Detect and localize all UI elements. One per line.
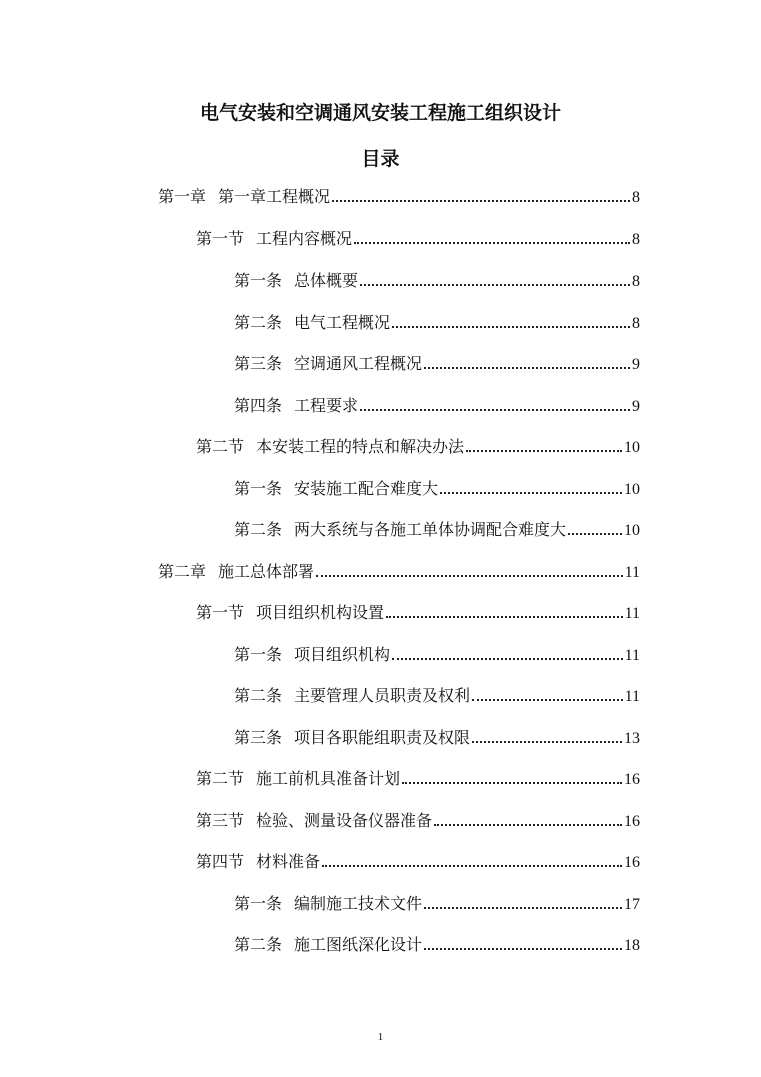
toc-entry-heading: 施工总体部署 [218, 562, 315, 581]
toc-entry-label: 第三条 [234, 354, 283, 373]
toc-entry-heading: 编制施工技术文件 [294, 894, 423, 913]
toc-entry-page: 16 [624, 771, 640, 788]
toc-entry-label: 第一条 [234, 271, 283, 290]
toc-entry-heading: 施工前机具准备计划 [256, 769, 401, 788]
document-title: 电气安装和空调通风安装工程施工组织设计 [199, 102, 561, 124]
dot-leader [424, 907, 622, 909]
toc-entry-page: 18 [624, 937, 640, 954]
toc-entry-heading: 项目组织机构 [294, 645, 391, 664]
dot-leader [424, 948, 622, 950]
dot-leader [354, 242, 630, 244]
dot-leader [402, 782, 622, 784]
toc-entry-article[interactable] [234, 893, 640, 915]
toc-entry-heading: 空调通风工程概况 [294, 354, 423, 373]
toc-entry-page: 11 [624, 688, 640, 705]
toc-entry-page: 8 [632, 315, 640, 332]
toc-entry-page: 11 [624, 564, 640, 581]
dot-leader [360, 409, 630, 411]
dot-leader [440, 492, 622, 494]
toc-entry-heading: 主要管理人员职责及权利 [294, 686, 471, 705]
toc-entry-label: 第二节 [196, 769, 245, 788]
page-number: 1 [377, 1031, 384, 1043]
toc-entry-section[interactable] [196, 436, 640, 458]
toc-entry-heading: 安装施工配合难度大 [294, 479, 439, 498]
toc-entry-article[interactable] [234, 685, 640, 707]
toc-entry-page: 11 [624, 647, 640, 664]
toc-entry-article[interactable] [234, 644, 640, 666]
toc-entry-heading: 总体概要 [294, 271, 359, 290]
dot-leader [392, 326, 630, 328]
dot-leader [424, 367, 630, 369]
dot-leader [472, 699, 623, 701]
dot-leader [360, 284, 630, 286]
toc-heading: 目录 [361, 148, 400, 170]
toc-entry-article[interactable] [234, 312, 640, 334]
toc-entry-heading: 工程内容概况 [256, 229, 353, 248]
toc-entry-page: 17 [624, 896, 640, 913]
toc-entry-heading: 电气工程概况 [294, 313, 391, 332]
dot-leader [472, 741, 622, 743]
toc-entry-article[interactable] [234, 353, 640, 375]
dot-leader [332, 200, 630, 202]
dot-leader [568, 533, 622, 535]
toc-entry-section[interactable] [196, 851, 640, 873]
toc-entry-heading: 施工图纸深化设计 [294, 935, 423, 954]
toc-entry-label: 第二条 [234, 935, 283, 954]
toc-entry-label: 第二章 [158, 562, 207, 581]
dot-leader [322, 865, 622, 867]
toc-entry-page: 9 [632, 398, 640, 415]
dot-leader [316, 575, 623, 577]
toc-entry-section[interactable] [196, 602, 640, 624]
toc-entry-page: 16 [624, 813, 640, 830]
toc-entry-chapter-1[interactable] [158, 186, 640, 208]
toc-entry-label: 第一章 [158, 187, 207, 206]
toc-entry-heading: 项目组织机构设置 [256, 603, 385, 622]
toc-entry-heading: 两大系统与各施工单体协调配合难度大 [294, 520, 567, 539]
toc-entry-section[interactable] [196, 810, 640, 832]
toc-entry-page: 10 [624, 522, 640, 539]
toc-entry-article[interactable] [234, 395, 640, 417]
toc-entry-heading: 第一章工程概况 [218, 187, 331, 206]
toc-entry-article[interactable] [234, 270, 640, 292]
toc-entry-label: 第四节 [196, 852, 245, 871]
toc-entry-label: 第三条 [234, 728, 283, 747]
toc-entry-label: 第一条 [234, 894, 283, 913]
toc-entry-label: 第二条 [234, 520, 283, 539]
toc-entry-chapter-2[interactable] [158, 561, 640, 583]
toc-entry-page: 8 [632, 231, 640, 248]
toc-entry-page: 8 [632, 189, 640, 206]
dot-leader [392, 658, 623, 660]
toc-entry-section[interactable] [196, 228, 640, 250]
toc-entry-article[interactable] [234, 519, 640, 541]
toc-entry-page: 10 [624, 439, 640, 456]
toc-entry-page: 9 [632, 356, 640, 373]
toc-entry-heading: 材料准备 [256, 852, 321, 871]
toc-entry-page: 10 [624, 481, 640, 498]
toc-entry-page: 11 [624, 605, 640, 622]
toc-entry-label: 第一节 [196, 229, 245, 248]
toc-entry-page: 8 [632, 273, 640, 290]
toc-entry-label: 第一条 [234, 645, 283, 664]
toc-entry-page: 13 [624, 730, 640, 747]
toc-entry-article[interactable] [234, 478, 640, 500]
toc-entry-article[interactable] [234, 727, 640, 749]
toc-entry-label: 第一条 [234, 479, 283, 498]
toc-entry-label: 第二条 [234, 313, 283, 332]
toc-entry-label: 第三节 [196, 811, 245, 830]
toc-entry-label: 第二节 [196, 437, 245, 456]
toc-entry-heading: 检验、测量设备仪器准备 [256, 811, 433, 830]
toc-entry-page: 16 [624, 854, 640, 871]
toc-entry-section[interactable] [196, 768, 640, 790]
toc-entry-article[interactable] [234, 934, 640, 956]
toc-entry-label: 第一节 [196, 603, 245, 622]
dot-leader [434, 824, 622, 826]
toc-entry-label: 第二条 [234, 686, 283, 705]
dot-leader [466, 450, 622, 452]
dot-leader [386, 616, 623, 618]
toc-entry-heading: 本安装工程的特点和解决办法 [256, 437, 465, 456]
toc-entry-heading: 工程要求 [294, 396, 359, 415]
toc-entry-heading: 项目各职能组职责及权限 [294, 728, 471, 747]
toc-entry-label: 第四条 [234, 396, 283, 415]
